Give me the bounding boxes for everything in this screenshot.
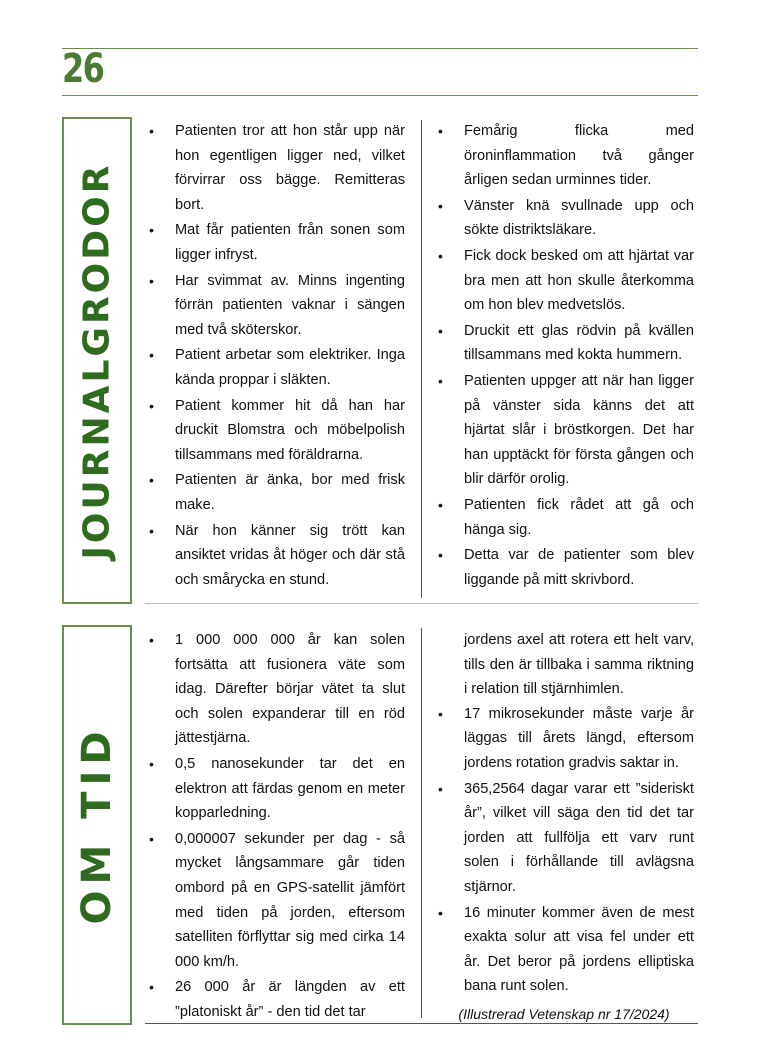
section-title-box-om-tid [62, 625, 132, 1025]
section-divider [145, 603, 698, 604]
list-item: • 26 000 år är längden av ett ”platoniskt år” - den tid det tar [145, 975, 405, 1024]
journalgrodor-left-list [145, 119, 405, 592]
list-item: • Mat får patienten från sonen som ligger infryst. [145, 218, 405, 267]
page-number: 26 [62, 46, 104, 92]
list-item: • 17 mikrosekunder måste varje år läggas till årets längd, eftersom jordens rotation gradvis saktar in. [434, 702, 694, 776]
bottom-rule [145, 1023, 698, 1024]
journalgrodor-right-list [434, 119, 694, 592]
list-item: • Patienten är änka, bor med frisk make. [145, 468, 405, 517]
list-item: • Druckit ett glas rödvin på kvällen tillsammans med kokta hummern. [434, 319, 694, 368]
list-item: • 365,2564 dagar varar ett ”sideriskt år”, vilket vill säga den tid det tar jorden att fullfölja ett varv runt solen i förhållande till avlägsna stjärnor. [434, 777, 694, 900]
list-item: • När hon känner sig trött kan ansiktet vridas åt höger och där stå och smårycka en stund. [145, 519, 405, 593]
section-title-journalgrodor: JOURNALGRODOR [76, 162, 118, 559]
list-item: • Patienten tror att hon står upp när hon egentligen ligger ned, vilket förvirrar oss bägge. Remitteras bort. [145, 119, 405, 217]
header-top-rule [62, 48, 698, 49]
source-credit: (Illustrerad Vetenskap nr 17/2024) [458, 1005, 670, 1022]
om-tid-right-column [434, 628, 694, 1025]
list-item: • 1 000 000 000 år kan solen fortsätta att fusionera väte som idag. Därefter börjar vätet ta slut och solen expanderar till en röd jättestjärna. [145, 628, 405, 751]
list-item: • Har svimmat av. Minns ingenting förrän patienten vaknar i sängen med två sköterskor. [145, 269, 405, 343]
header-bottom-rule [62, 95, 698, 96]
section-title-box-journalgrodor [62, 117, 132, 604]
list-item: • Patienten uppger att när han ligger på vänster sida känns det att hjärtat slår i bröstkorgen. Det har han upptäckt för första gången och blir därför orolig. [434, 369, 694, 492]
list-item: • 0,5 nanosekunder tar det en elektron att färdas genom en meter kopparledning. [145, 752, 405, 826]
om-tid-right-list [434, 702, 694, 999]
list-item: • Patient arbetar som elektriker. Inga kända proppar i släkten. [145, 343, 405, 392]
journalgrodor-left-column [145, 119, 405, 593]
om-tid-left-list [145, 628, 405, 1025]
om-tid-continued-text: jordens axel att rotera ett helt varv, tills den är tillbaka i samma riktning i relation till stjärnhimlen. [464, 632, 694, 698]
list-item: • Patient kommer hit då han har druckit Blomstra och möbelpolish tillsammans med föräldrarna. [145, 394, 405, 468]
list-item: • Vänster knä svullnade upp och sökte distriktsläkare. [434, 194, 694, 243]
list-item: • 0,000007 sekunder per dag - så mycket långsammare går tiden ombord på en GPS-satellit jämfört med tiden på jorden, eftersom satelliten förflyttar sig med cirka 14 000 km/h. [145, 827, 405, 975]
journalgrodor-column-divider [421, 120, 422, 598]
list-item: • 16 minuter kommer även de mest exakta solur att visa fel under ett år. Det beror på jordens elliptiska bana runt solen. [434, 901, 694, 999]
list-item: • Patienten fick rådet att gå och hänga sig. [434, 493, 694, 542]
section-title-om-tid: OM TID [74, 725, 120, 925]
om-tid-left-column [145, 628, 405, 1026]
list-item: • Femårig flicka med öroninflammation två gånger årligen sedan urminnes tider. [434, 119, 694, 193]
journalgrodor-right-column [434, 119, 694, 593]
list-item: • Detta var de patienter som blev liggande på mitt skrivbord. [434, 543, 694, 592]
om-tid-column-divider [421, 628, 422, 1018]
list-item: • Fick dock besked om att hjärtat var bra men att hon skulle återkomma om hon blev medvetslös. [434, 244, 694, 318]
